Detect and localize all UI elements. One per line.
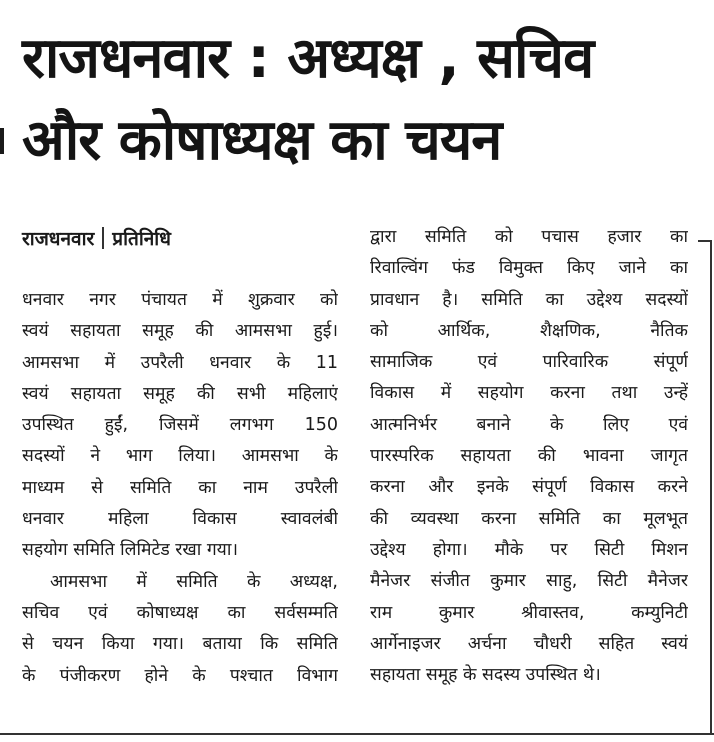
article-line: सहयोग समिति लिमिटेड रखा गया। — [22, 540, 238, 561]
article-line: धनवार नगर पंचायत में शुक्रवार को — [22, 290, 338, 310]
article-line: मैनेजर संजीत कुमार साहु, सिटी मैनेजर — [370, 571, 688, 592]
article-line: के पंजीकरण होने के पश्चात विभाग — [22, 665, 338, 686]
article-line: द्वारा समिति को पचास हजार का — [370, 227, 688, 247]
article-line: करना और इनके संपूर्ण विकास करने — [370, 477, 688, 498]
column-rule-mark — [0, 128, 4, 154]
headline-line-2: और कोषाध्यक्ष का चयन — [22, 108, 502, 173]
byline-reporter: प्रतिनिधि — [112, 228, 171, 250]
article-line: उपस्थित हुईं, जिसमें लगभग 150 — [22, 415, 338, 436]
article-line: राम कुमार श्रीवास्तव, कम्युनिटी — [370, 602, 688, 623]
article-line: विकास में सहयोग करना तथा उन्हें — [370, 383, 688, 404]
article-line: सहायता समूह के सदस्य उपस्थित थे। — [370, 665, 601, 686]
article-line: आत्मनिर्भर बनाने के लिए एवं — [370, 414, 688, 435]
frame-border-right — [710, 240, 712, 735]
article-left-column — [22, 285, 338, 692]
article-line: सदस्यों ने भाग लिया। आमसभा के — [22, 446, 338, 467]
headline — [22, 18, 702, 182]
article-line: उद्देश्य होगा। मौके पर सिटी मिशन — [370, 539, 688, 560]
article-line: की व्यवस्था करना समिति का मूलभूत — [370, 508, 688, 529]
article-line: प्रावधान है। समिति का उद्देश्य सदस्यों — [370, 289, 688, 310]
article-line: आमसभा में उपरैली धनवार के 11 — [22, 352, 338, 373]
article-paragraph-start: आमसभा में समिति के अध्यक्ष, — [50, 571, 338, 592]
byline-separator — [102, 227, 104, 249]
byline-place: राजधनवार — [22, 228, 95, 250]
article-line: स्वयं सहायता समूह की सभी महिलाएं — [22, 383, 338, 404]
article-line: सामाजिक एवं पारिवारिक संपूर्ण — [370, 352, 688, 373]
article-right-column — [370, 222, 688, 691]
article-line: माध्यम से समिति का नाम उपरैली — [22, 477, 338, 498]
article-line: रिवाल्विंग फंड विमुक्त किए जाने का — [370, 258, 688, 279]
article-line: सचिव एवं कोषाध्यक्ष का सर्वसम्मति — [22, 602, 338, 623]
article-line: स्वयं सहायता समूह की आमसभा हुई। — [22, 321, 338, 342]
article-line: से चयन किया गया। बताया कि समिति — [22, 634, 338, 655]
headline-line-1: राजधनवार : अध्यक्ष , सचिव — [22, 26, 594, 91]
byline — [22, 222, 171, 254]
article-line: को आर्थिक, शैक्षणिक, नैतिक — [370, 320, 688, 341]
frame-border-bottom — [0, 733, 714, 735]
article-line: पारस्परिक सहायता की भावना जागृत — [370, 446, 688, 467]
article-line: धनवार महिला विकास स्वावलंबी — [22, 509, 338, 530]
article-line: आर्गेनाइजर अर्चना चौधरी सहित स्वयं — [370, 633, 688, 654]
